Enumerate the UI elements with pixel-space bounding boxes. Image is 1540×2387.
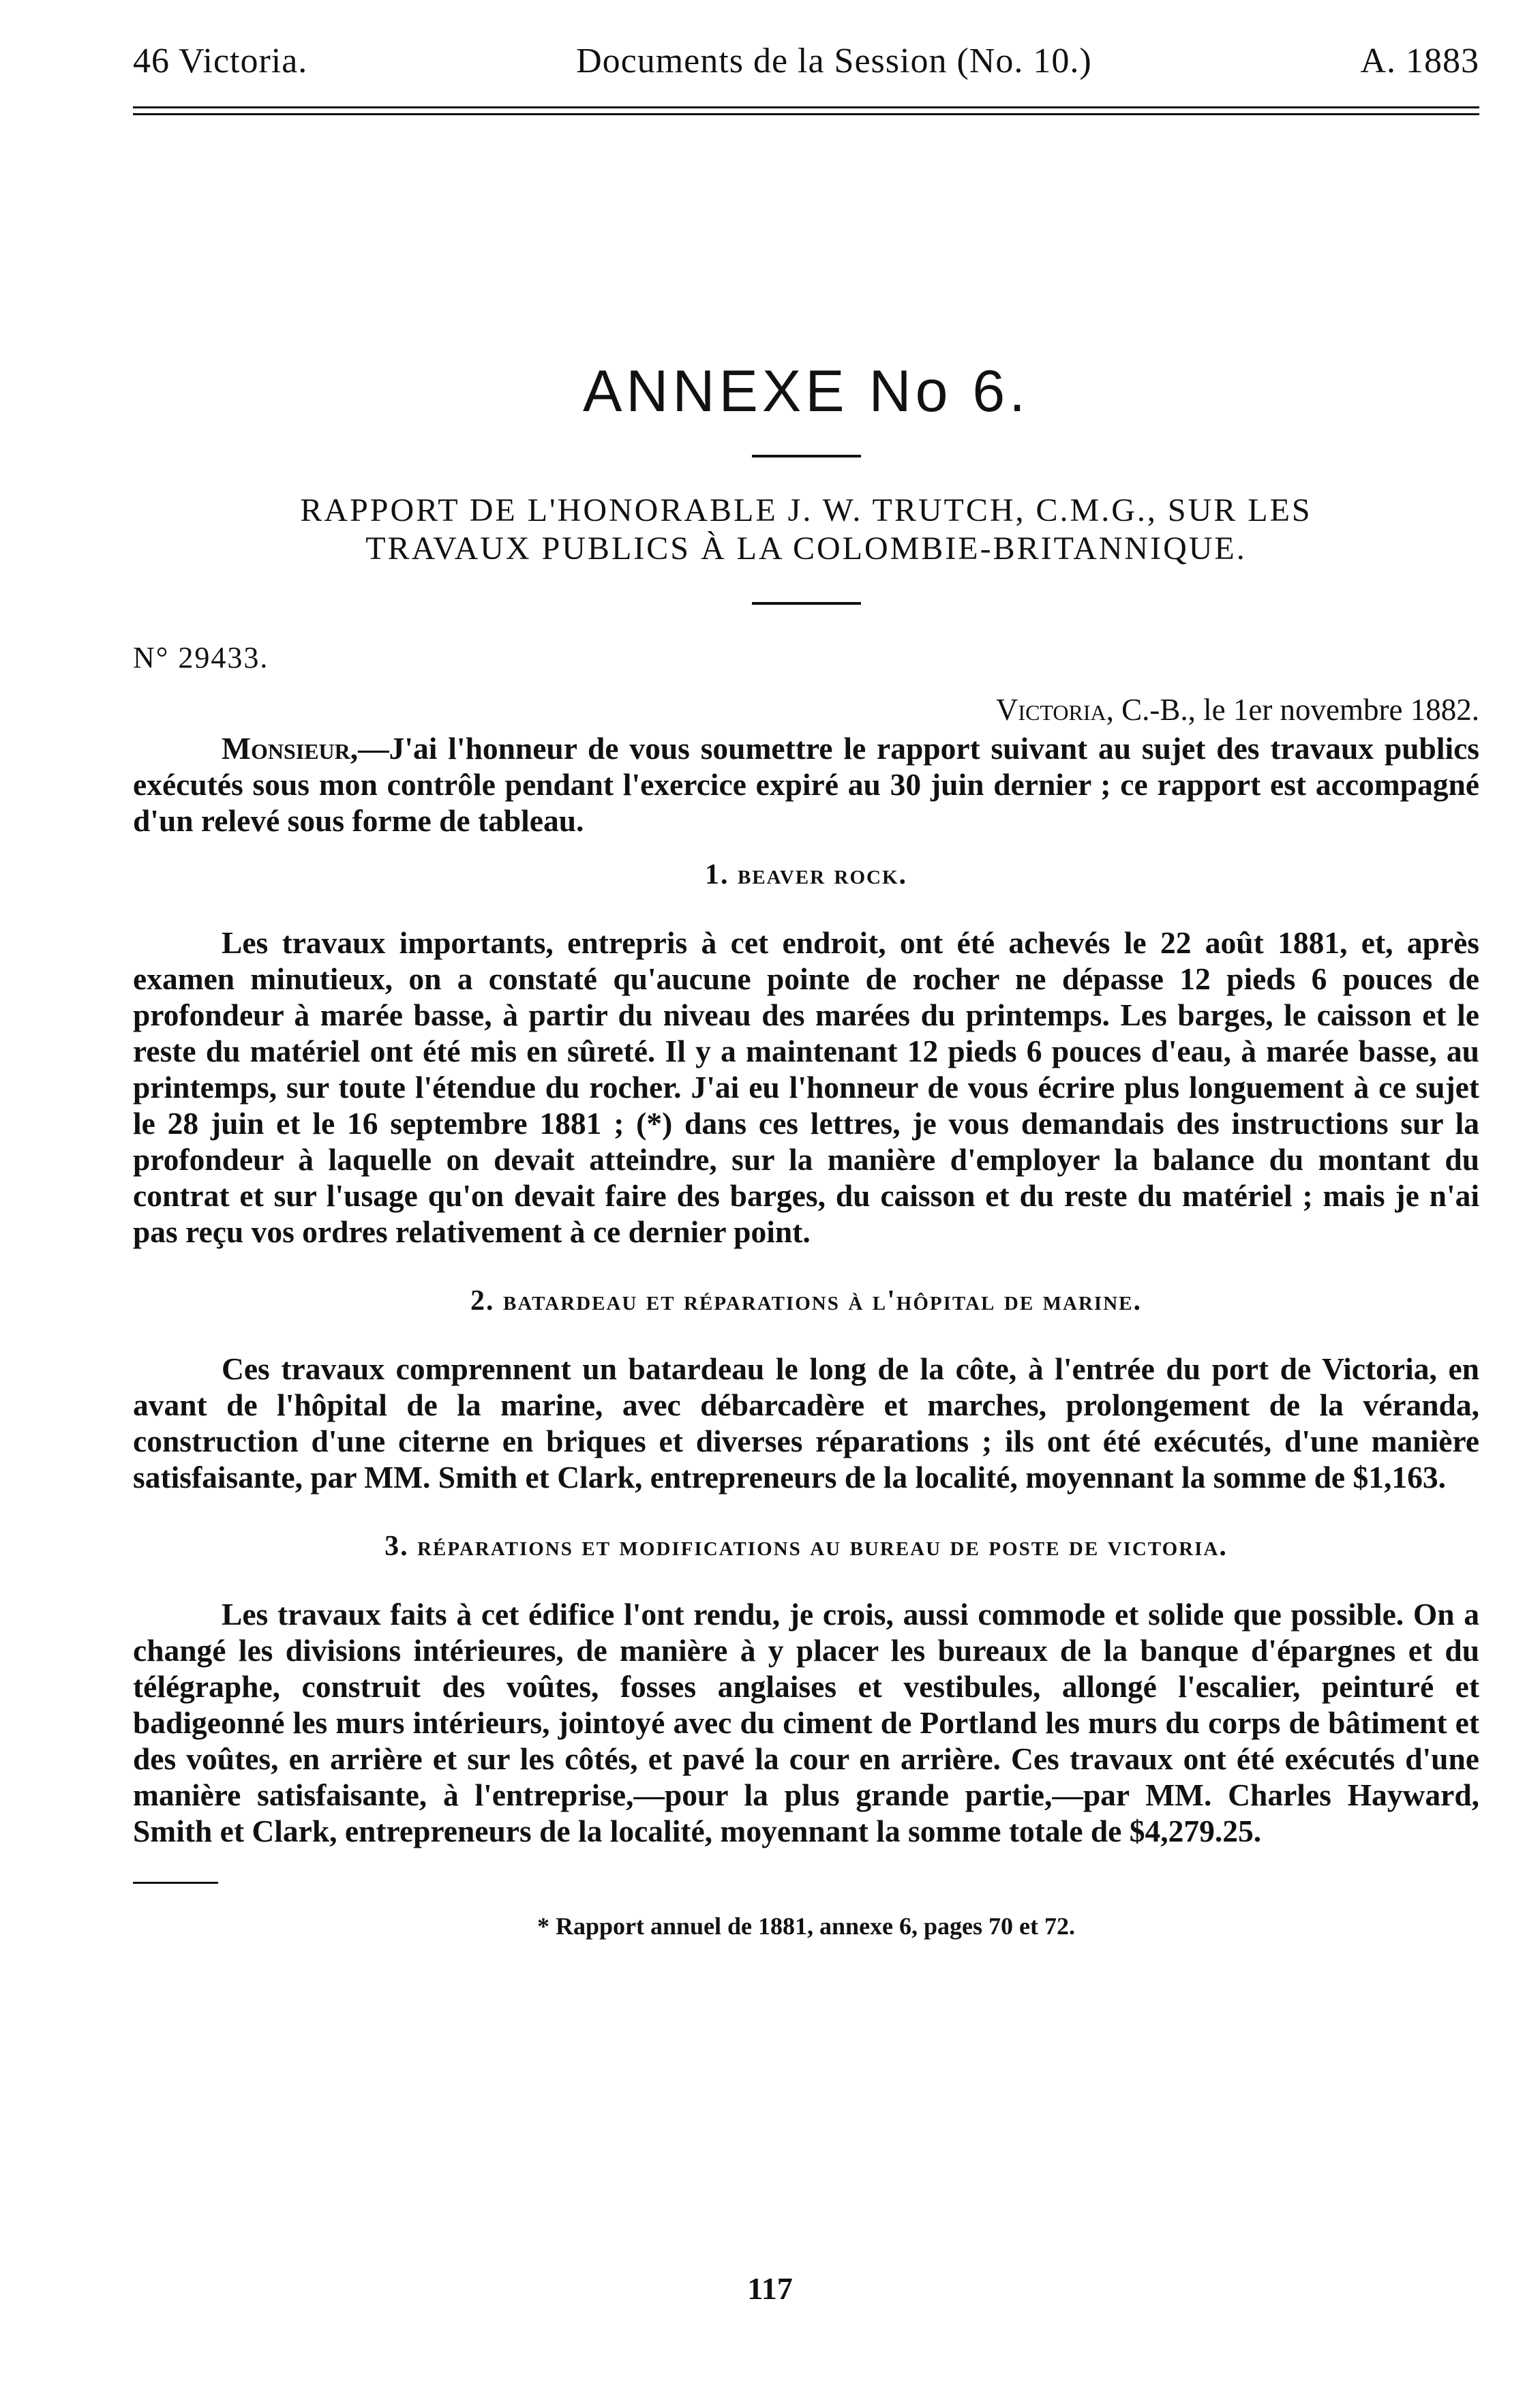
footnote-rule [133, 1882, 218, 1884]
annex-title: ANNEXE No 6. [582, 359, 1030, 424]
salutation: Monsieur, [222, 731, 359, 766]
section-paragraph-batardeau: Ces travaux comprennent un batardeau le long de la côte, à l'entrée du port de Victoria, en avant de l'hôpital de la marine, avec débarcadère et marches, prolongement de la véranda, construction d'une citerne en briques et diverses réparations ; ils ont été exécutés, d'une manière satisfaisante, par MM. Smith et Clark, entrepreneurs de la localité, moyennant la somme de $1,163. [133, 1351, 1479, 1495]
dateline-date: , C.-B., le 1er novembre 1882. [1106, 693, 1479, 727]
intro-text: —J'ai l'honneur de vous soumettre le rapport suivant au sujet des travaux publics exécutés sous mon contrôle pendant l'exercice expiré au 30 juin dernier ; ce rapport est accompagné d'un relevé sous forme de tableau. [133, 731, 1479, 838]
running-header [133, 41, 1479, 82]
title-divider [752, 455, 861, 457]
header-year: A. 1883 [1360, 42, 1479, 80]
report-title-line-1: RAPPORT DE L'HONORABLE J. W. TRUTCH, C.M.G., SUR LES [300, 492, 1312, 528]
section-heading-beaver-rock: 1. beaver rock. [704, 859, 908, 890]
document-page [133, 41, 1479, 1941]
section-heading-batardeau: 2. batardeau et réparations à l'hôpital de marine. [470, 1285, 1142, 1317]
header-session: 46 Victoria. [133, 42, 308, 80]
section-paragraph-bureau-de-poste: Les travaux faits à cet édifice l'ont rendu, je crois, aussi commode et solide que possible. On a changé les divisions intérieures, de manière à y placer les bureaux de la banque d'épargnes et du télégraphe, construit des voûtes, fosses anglaises et vestibules, allongé l'escalier, peinturé et badigeonné les murs intérieurs, jointoyé avec du ciment de Portland les murs du corps de bâtiment et des voûtes, en arrière et sur les côtés, et pavé la cour en arrière. Ces travaux ont été exécutés d'une manière satisfaisante, à l'entreprise,—pour la plus grande partie,—par MM. Charles Hayward, Smith et Clark, entrepreneurs de la localité, moyennant la somme totale de $4,279.25. [133, 1597, 1479, 1848]
section-paragraph-beaver-rock: Les travaux importants, entrepris à cet endroit, ont été achevés le 22 août 1881, et, après examen minutieux, on a constaté qu'aucune pointe de rocher ne dépasse 12 pieds 6 pouces de profondeur à marée basse, à partir du niveau des marées du printemps. Les barges, le caisson et le reste du matériel ont été mis en sûreté. Il y a maintenant 12 pieds 6 pouces d'eau, à marée basse, au printemps, sur toute l'étendue du rocher. J'ai eu l'honneur de vous écrire plus longuement à ce sujet le 28 juin et le 16 septembre 1881 ; (*) dans ces lettres, je vous demandais des instructions sur la profondeur à laquelle on devait atteindre, sur la manière d'employer la balance du montant du contrat et sur l'usage qu'on devait faire des barges, du caisson et du reste du matériel ; mais je n'ai pas reçu vos ordres relativement à ce dernier point. [133, 925, 1479, 1249]
header-rule-top [133, 106, 1479, 108]
reference-number: N° 29433. [133, 641, 269, 674]
section-heading-bureau-de-poste: 3. réparations et modifications au bureau de poste de victoria. [384, 1531, 1228, 1562]
dateline-place: Victoria [995, 693, 1106, 727]
page-number: 117 [747, 2271, 793, 2306]
dateline [133, 692, 1479, 727]
header-rule-bottom [133, 113, 1479, 115]
intro-paragraph [133, 730, 1479, 839]
footnote: * Rapport annuel de 1881, annexe 6, pages 70 et 72. [537, 1912, 1076, 1940]
report-title-divider [752, 602, 861, 605]
report-title-line-2: TRAVAUX PUBLICS À LA COLOMBIE-BRITANNIQUE. [365, 530, 1247, 567]
report-title [133, 492, 1479, 568]
header-document-title: Documents de la Session (No. 10.) [576, 42, 1092, 80]
